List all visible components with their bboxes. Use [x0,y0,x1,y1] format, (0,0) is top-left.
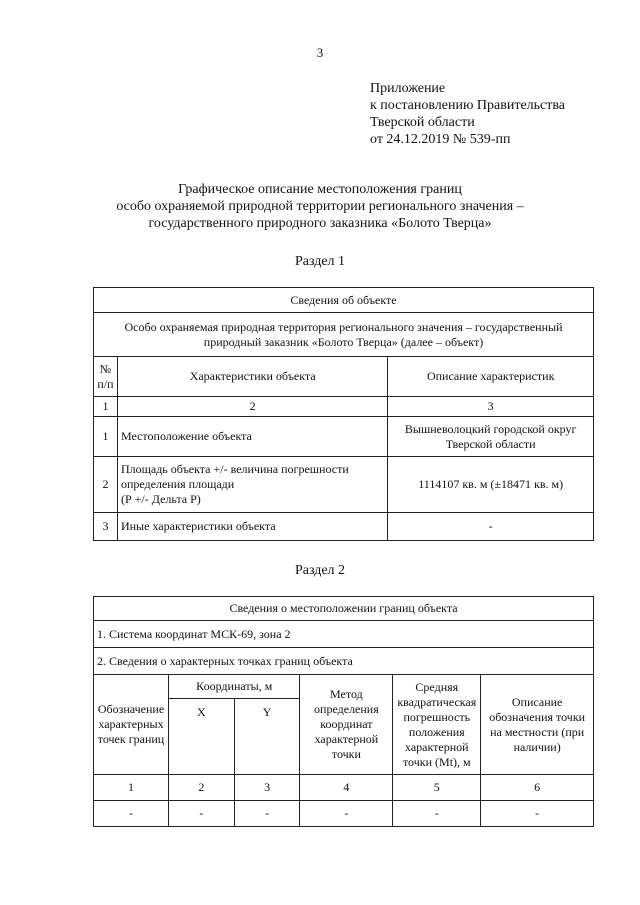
page-number: 3 [316,45,324,60]
characteristic-line: Площадь объекта +/- величина погрешности [120,462,349,476]
row-number: 1 [94,417,118,457]
characteristic: Местоположение объекта [117,417,387,457]
column-header: Метод определения координат характерной точки [300,675,393,775]
row-number: 3 [94,513,118,541]
section2-heading: Раздел 2 [294,563,346,578]
column-number: 6 [481,775,594,801]
column-header: Описание характеристик [388,357,594,397]
cell: - [393,801,481,827]
cell: - [300,801,393,827]
column-header-x: X [168,699,234,775]
column-header: № п/п [94,357,118,397]
description: 1114107 кв. м (±18471 кв. м) [388,457,594,513]
object-info-table [93,287,594,541]
coordinate-system: 1. Система координат МСК-69, зона 2 [94,621,594,648]
characteristic-line: определения площади [120,477,235,491]
characteristic-line: (Р +/- Дельта Р) [120,492,201,506]
appendix-line: Тверской области [370,115,475,130]
column-header: Средняя квадратическая погрешность положения характерной точки (Mt), м [393,675,481,775]
table-caption: Сведения об объекте [94,288,594,313]
characteristic [117,457,387,513]
table-caption: Сведения о местоположении границ объекта [94,597,594,621]
title-line: государственного природного заказника «Болото Тверца» [148,216,492,231]
appendix-line: к постановлению Правительства [370,98,566,113]
table-row [94,801,594,827]
table-row [94,513,594,541]
column-number: 2 [168,775,234,801]
column-header: Характеристики объекта [117,357,387,397]
appendix-line: Приложение [370,81,446,96]
column-header: Описание обозначения точки на местности (при наличии) [481,675,594,775]
column-header: Координаты, м [168,675,300,699]
appendix-block [370,80,565,148]
column-number: 4 [300,775,393,801]
column-header: Обозначение характерных точек границ [94,675,169,775]
object-name: Особо охраняемая природная территория регионального значения – государственный природный заказник «Болото Тверца» (далее – объект) [94,313,594,357]
description: Вышневолоцкий городской округ Тверской области [388,417,594,457]
title-line: Графическое описание местоположения границ [178,182,462,197]
appendix-line: от 24.12.2019 № 539-пп [370,132,511,147]
column-number: 5 [393,775,481,801]
points-caption: 2. Сведения о характерных точках границ объекта [94,648,594,675]
column-number: 2 [117,397,387,417]
document-title [0,181,640,232]
column-number: 1 [94,775,169,801]
column-number: 3 [234,775,300,801]
column-number: 3 [388,397,594,417]
cell: - [234,801,300,827]
characteristic: Иные характеристики объекта [117,513,387,541]
boundary-points-table [93,596,594,827]
title-line: особо охраняемой природной территории регионального значения – [116,199,524,214]
column-number: 1 [94,397,118,417]
description: - [388,513,594,541]
cell: - [481,801,594,827]
row-number: 2 [94,457,118,513]
cell: - [168,801,234,827]
table-row [94,457,594,513]
table-row [94,417,594,457]
cell: - [94,801,169,827]
column-header-y: Y [234,699,300,775]
section1-heading: Раздел 1 [294,254,346,269]
